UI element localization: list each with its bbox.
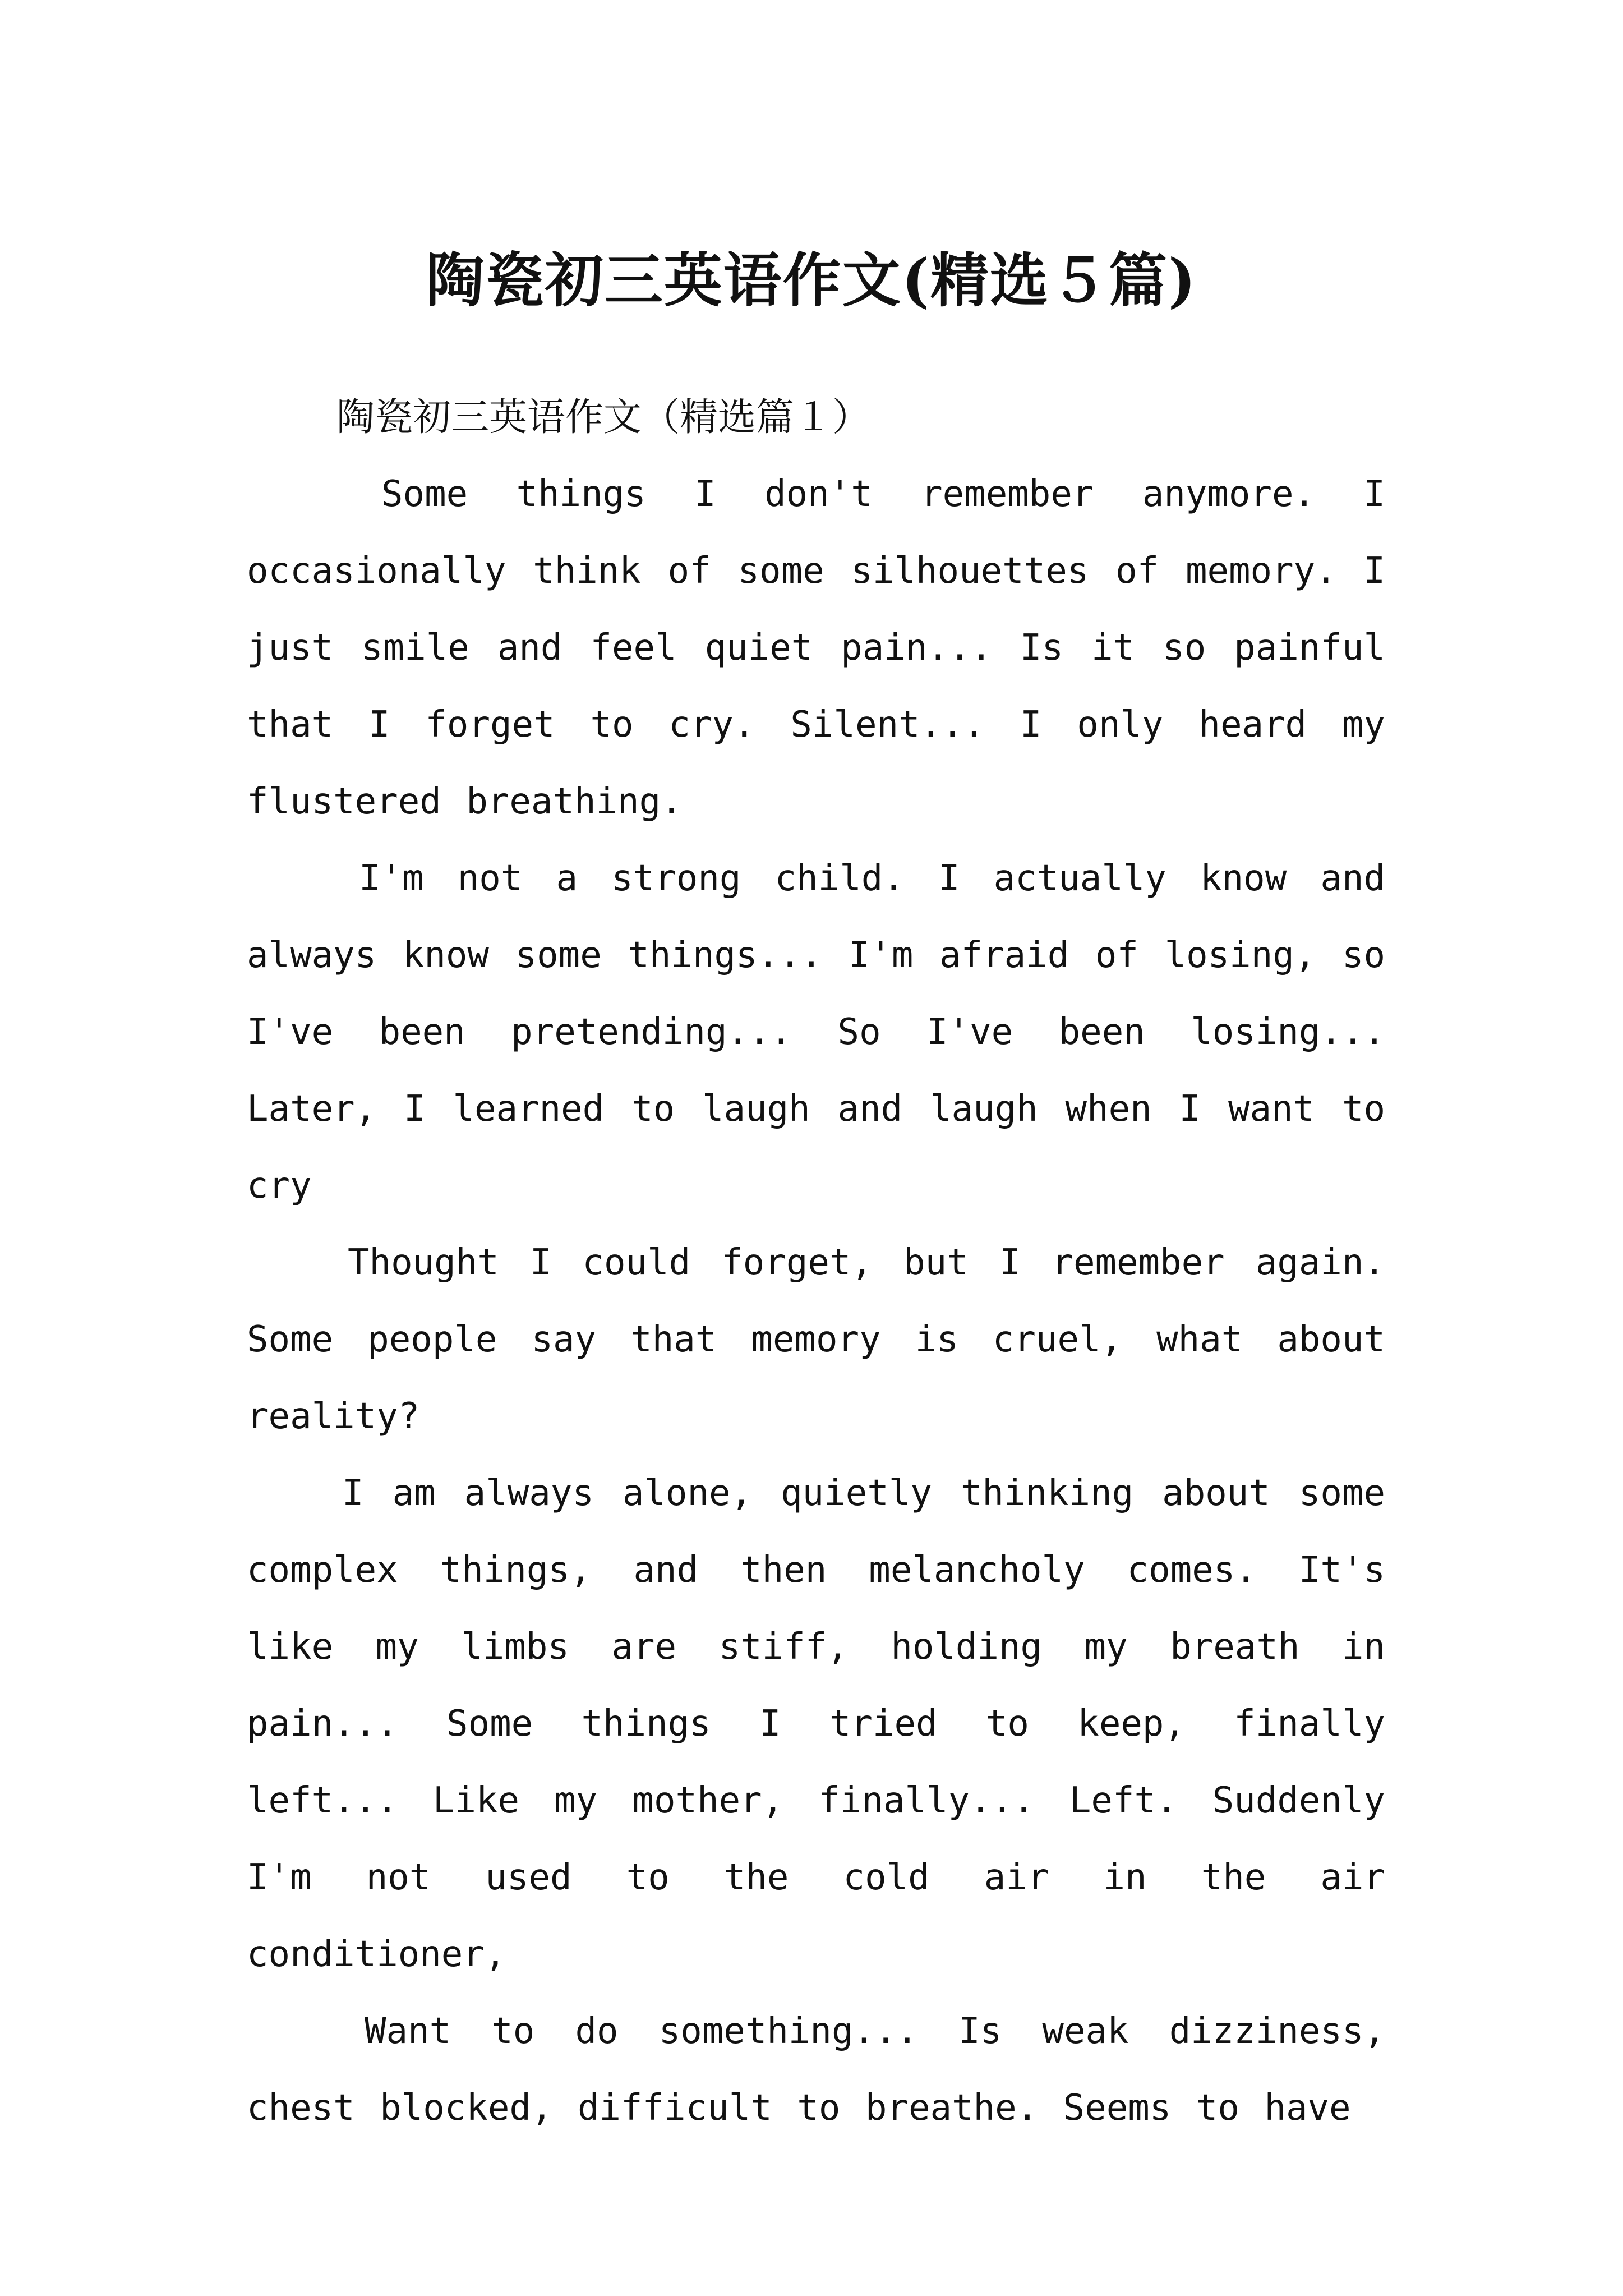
document-title: 陶瓷初三英语作文(精选５篇) xyxy=(426,245,1197,315)
section-heading: 陶瓷初三英语作文（精选篇１） xyxy=(336,395,871,440)
paragraph: Thought I could forget, but I remember again. Some people say that memory is cruel, what about reality? xyxy=(247,1242,1385,1437)
document-body xyxy=(247,379,1385,2147)
paragraph: Want to do something... Is weak dizziness, chest blocked, difficult to breathe. Seems to have xyxy=(247,2010,1385,2129)
paragraph: Some things I don't remember anymore. I occasionally think of some silhouettes of memory. I just smile and feel quiet pain... Is it so painful that I forget to cry. Silent... I only heard my flustered breathing. xyxy=(247,473,1385,822)
paragraph: I'm not a strong child. I actually know and always know some things... I'm afraid of losing, so I've been pretending... So I've been losing... Later, I learned to laugh and laugh when I want to cry xyxy=(247,858,1385,1207)
paragraph: I am always alone, quietly thinking about some complex things, and then melancholy comes. It's like my limbs are stiff, holding my breath in pain... Some things I tried to keep, finally left... Like my mother, finally... Left. Suddenly I'm not used to the cold air in the air conditioner, xyxy=(247,1473,1385,1975)
